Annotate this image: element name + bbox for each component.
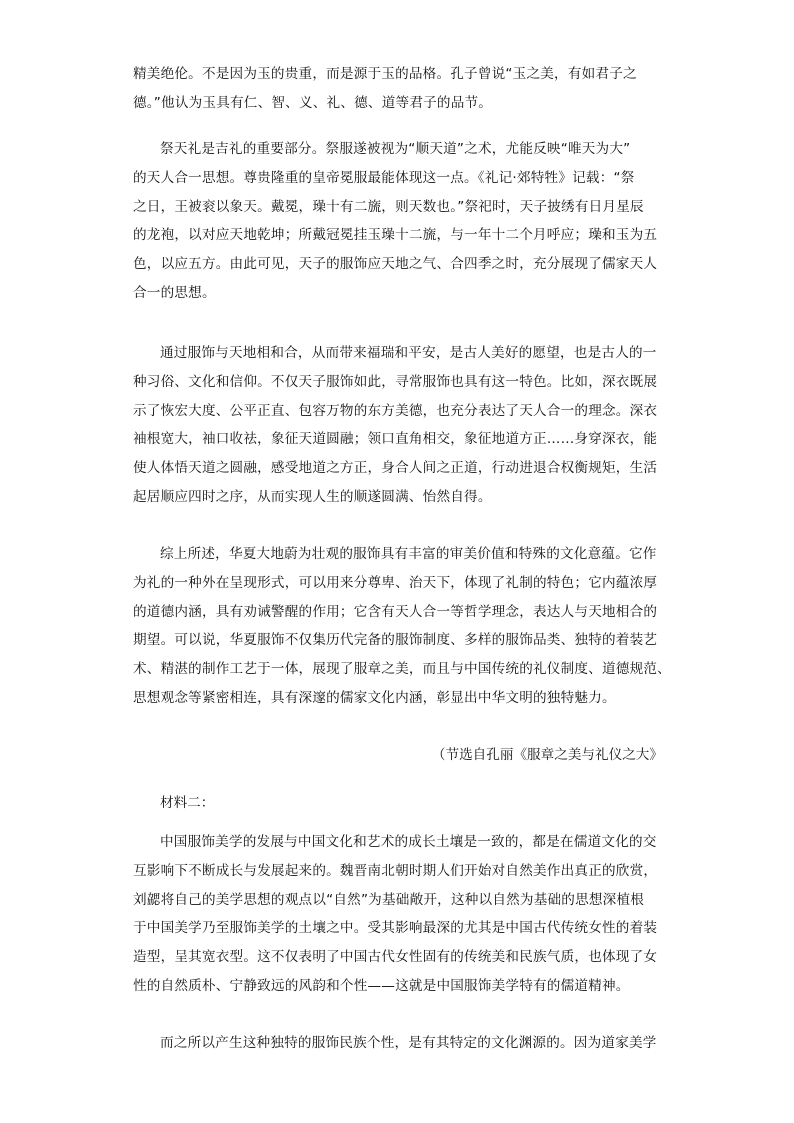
text-line: 综上所述，华夏大地蔚为壮观的服饰具有丰富的审美价值和特殊的文化意蕴。它作: [160, 546, 657, 562]
text-line: 的天人合一思想。尊贵隆重的皇帝冕服最能体现这一点。《礼记·郊特牲》记载：“祭: [133, 169, 635, 186]
text-line: 中国服饰美学的发展与中国文化和艺术的成长土壤是一致的，都是在儒道文化的交: [160, 834, 657, 850]
text-line: 造型，呈其宽衣型。这不仅表明了中国古代女性固有的传统美和民族气质，也体现了女: [133, 949, 658, 966]
paragraph-jade-virtue: [133, 60, 663, 118]
text-line: 刘勰将自己的美学思想的观点以“自然”为基础敞开，这种以自然为基础的思想深植根: [133, 891, 645, 908]
text-line: 精美绝伦。不是因为玉的贵重，而是源于玉的品格。孔子曾说“玉之美，有如君子之: [133, 66, 637, 82]
text-line: 合一的思想。: [133, 284, 216, 301]
text-line: 使人体悟天道之圆融，感受地道之方正，身合人间之正道，行动进退合权衡规矩，生活: [133, 460, 658, 477]
text-line: 通过服饰与天地相和合，从而带来福瑞和平安，是古人美好的愿望，也是古人的一: [160, 345, 657, 361]
text-line: 色，以应五方。由此可见，天子的服饰应天地之气、合四季之时，充分展现了儒家天人: [133, 256, 658, 273]
text-line: 为礼的一种外在呈现形式，可以用来分尊卑、治天下，体现了礼制的特色；它内蕴浓厚: [133, 574, 658, 591]
paragraph-summary: [133, 540, 671, 713]
source-citation: （节选自孔丽《服章之美与礼仪之大》: [431, 747, 663, 763]
text-line: 于中国美学乃至服饰美学的土壤之中。受其影响最深的尤其是中国古代传统女性的着装: [133, 920, 658, 937]
text-line: 种习俗、文化和信仰。不仅天子服饰如此，寻常服饰也具有这一特色。比如，深衣既展: [133, 373, 658, 390]
text-line: 德。”他认为玉具有仁、智、义、礼、德、道等君子的品节。: [133, 94, 493, 111]
text-line: 期望。可以说，华夏服饰不仅集历代完备的服饰制度、多样的服饰品类、独特的着装艺: [133, 632, 658, 649]
text-line: 祭天礼是吉礼的重要部分。祭服遂被视为“顺天道”之术，尤能反映“唯天为大”: [160, 141, 631, 157]
text-line: 之日，王被衮以象天。戴冕，璪十有二旒，则天数也。”祭祀时，天子披绣有日月星辰: [133, 198, 644, 215]
text-line: 袖根宽大，袖口收祛，象征天道圆融；领口直角相交，象征地道方正……身穿深衣，能: [133, 431, 658, 448]
text-line: 示了恢宏大度、公平正直、包容万物的东方美德，也充分表达了天人合一的理念。深衣: [133, 402, 658, 419]
paragraph-heaven-sacrifice: [133, 135, 663, 308]
text-line: 而之所以产生这种独特的服饰民族个性，是有其特定的文化渊源的。因为道家美学: [160, 1035, 657, 1051]
text-line: 性的自然质朴、宁静致远的风韵和个性——这就是中国服饰美学特有的儒道精神。: [133, 977, 630, 994]
paragraph-cultural-origin: [133, 1029, 663, 1058]
text-line: 的道德内涵，具有劝诫警醒的作用；它含有天人合一等哲学理念，表达人与天地相合的: [133, 603, 658, 620]
section-label-material-two: 材料二：: [160, 795, 215, 811]
paragraph-aesthetics-development: [133, 828, 663, 1001]
text-line: 术、精湛的制作工艺于一体，展现了服章之美，而且与中国传统的礼仪制度、道德规范、: [133, 661, 671, 678]
text-line: 思想观念等紧密相连，具有深邃的儒家文化内涵，彰显出中华文明的独特魅力。: [133, 689, 616, 706]
text-line: 起居顺应四时之序，从而实现人生的顺遂圆满、怡然自得。: [133, 488, 492, 505]
paragraph-clothing-harmony: [133, 339, 663, 512]
text-line: 的龙袍，以对应天地乾坤；所戴冠冕挂玉璪十二旒，与一年十二个月呼应；璪和玉为五: [133, 227, 658, 244]
text-line: 互影响下不断成长与发展起来的。魏晋南北朝时期人们开始对自然美作出真正的欣赏，: [133, 862, 658, 879]
